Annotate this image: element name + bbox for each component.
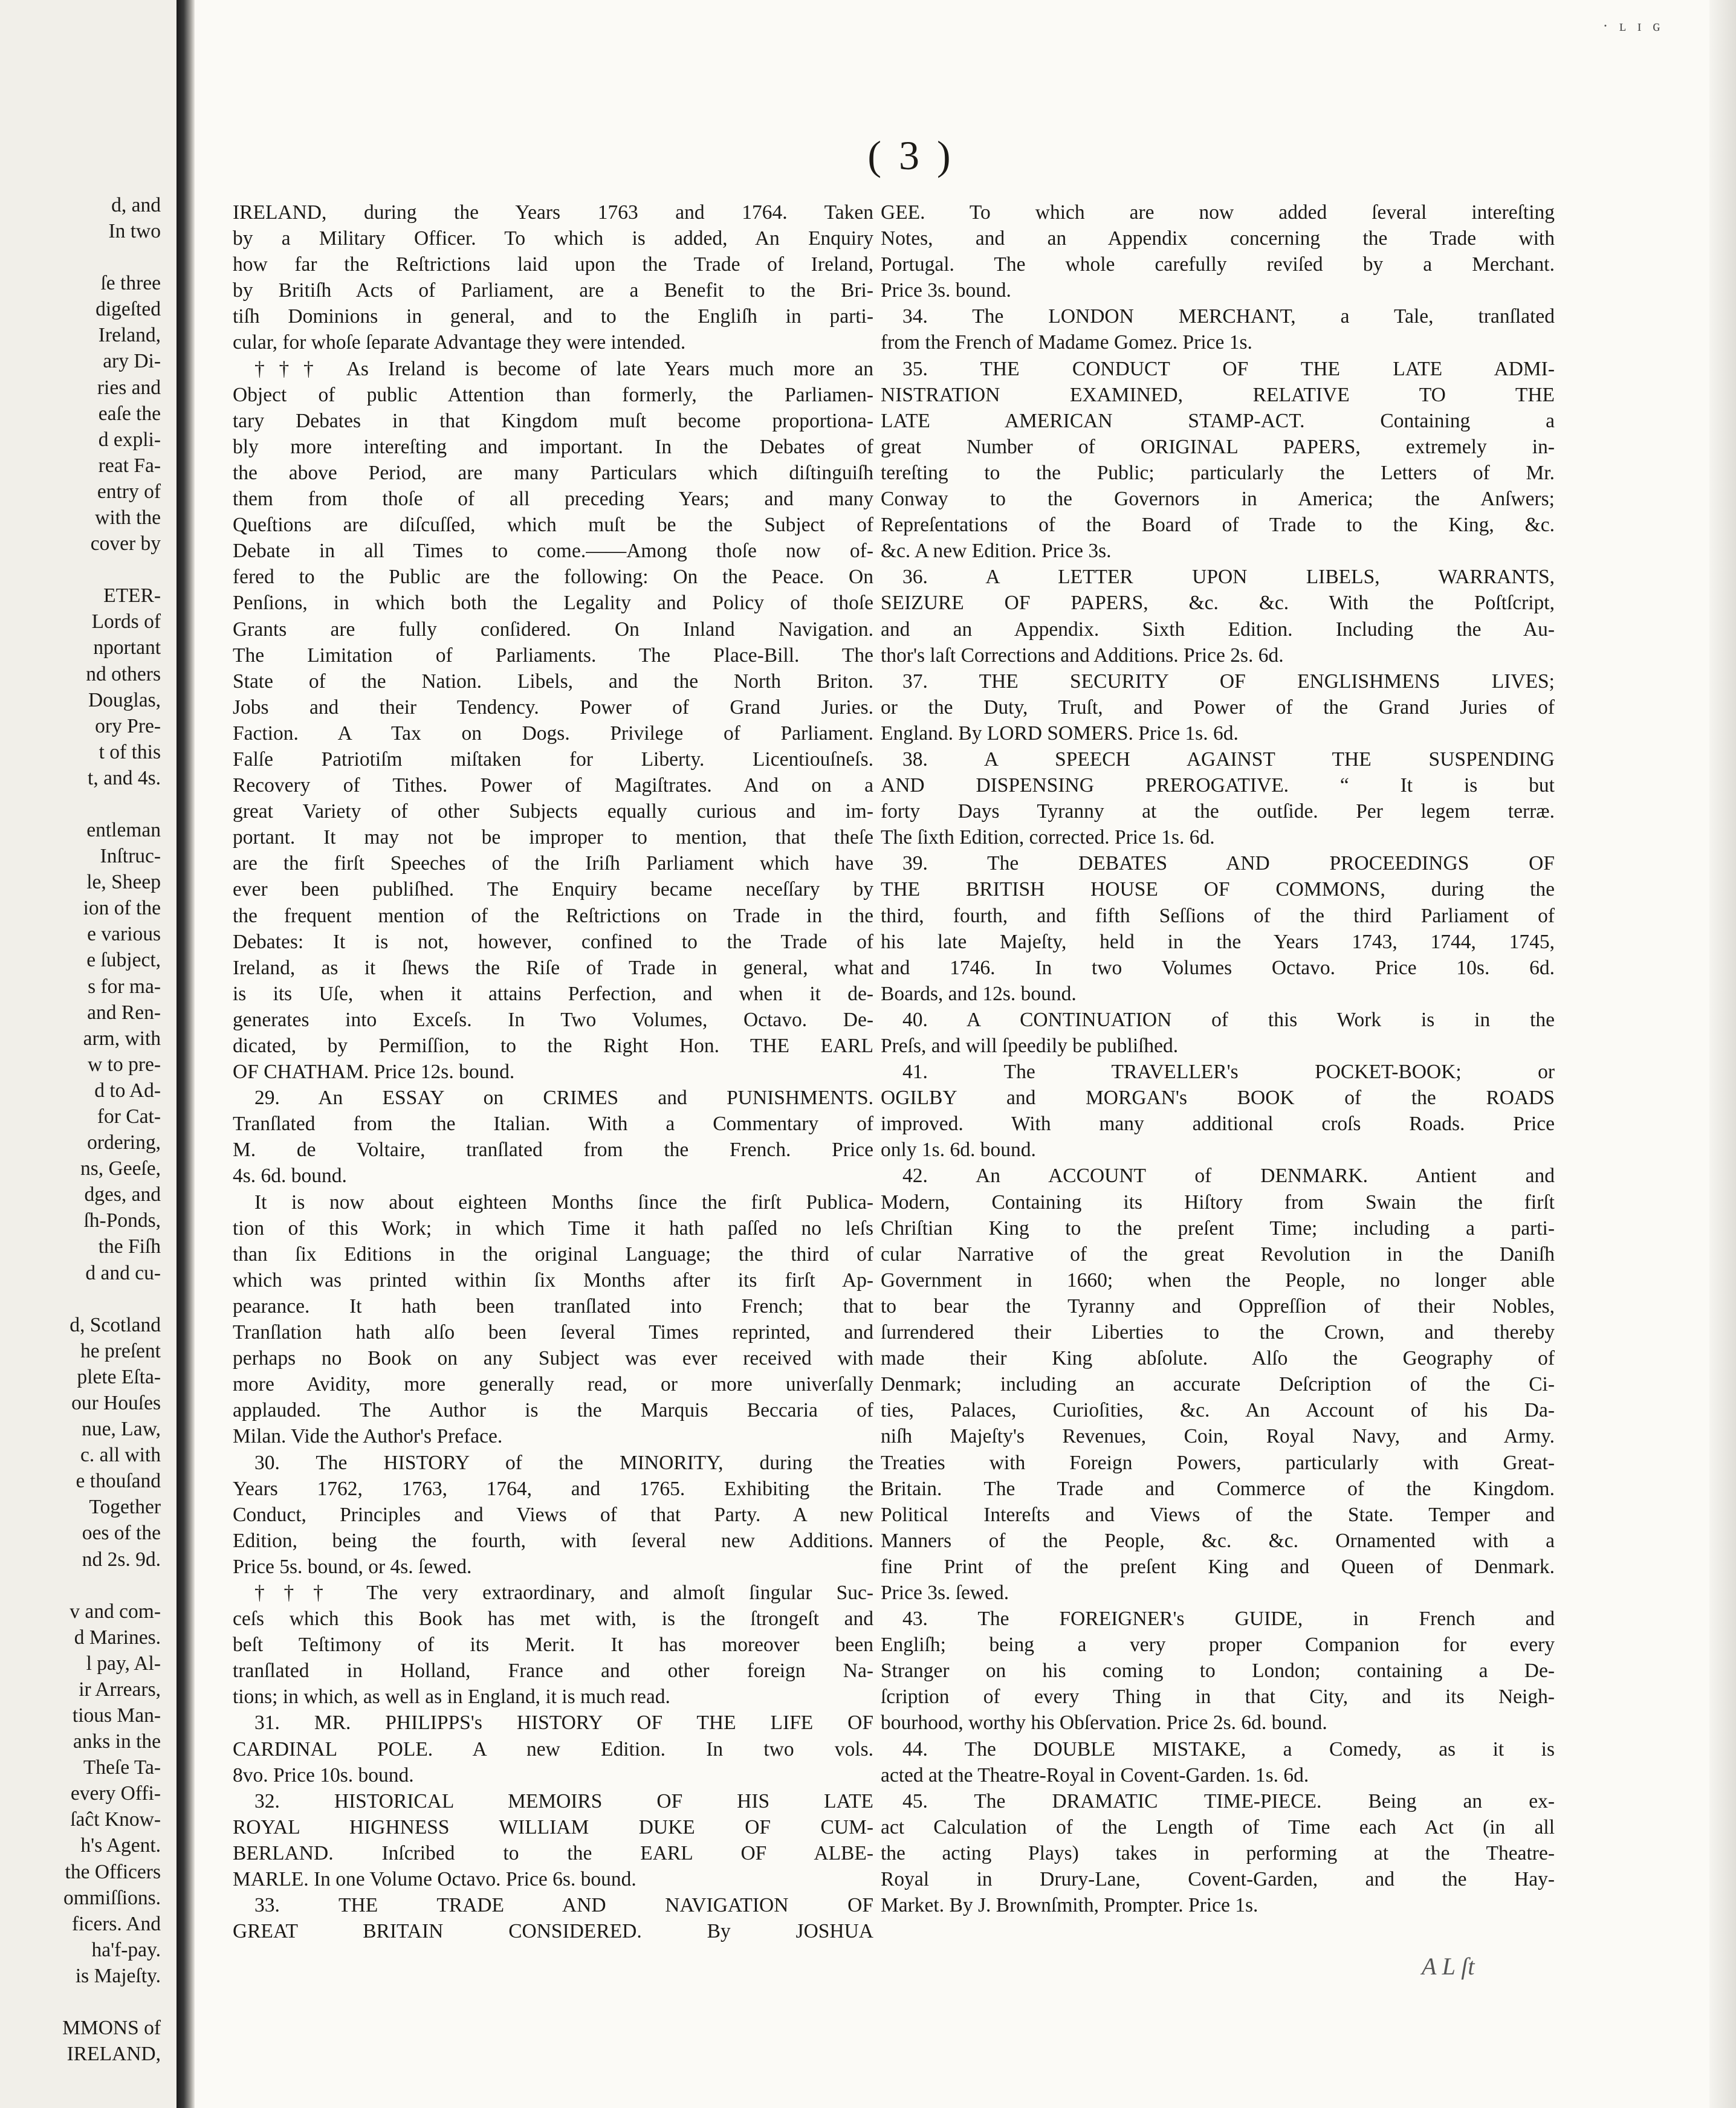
facing-text-line: Douglas, (88, 688, 161, 711)
facing-text-line: dges, and (84, 1183, 161, 1206)
text-line: GEE. To which are now added ſeveral intereſting (881, 201, 1555, 224)
text-line: forty Days Tyranny at the outſide. Per legem terræ. (881, 800, 1555, 823)
text-line: ſcription of every Thing in that City, and its Neigh- (881, 1686, 1555, 1709)
text-line: ceſs which this Book has met with, is the ſtrongeſt and (233, 1608, 873, 1631)
facing-text-line: ory Pre- (95, 714, 161, 737)
text-line: Conduct, Principles and Views of that Party. A new (233, 1503, 873, 1526)
text-line: applauded. The Author is the Marquis Beccaria of (233, 1399, 873, 1422)
text-line: CARDINAL POLE. A new Edition. In two vols. (233, 1738, 873, 1760)
text-line: Market. By J. Brownſmith, Prompter. Price 1s. (881, 1894, 1258, 1917)
facing-text-line: IRELAND, (66, 2043, 161, 2066)
text-line: BERLAND. Inſcribed to the EARL OF ALBE- (233, 1841, 873, 1864)
text-line: tions; in which, as well as in England, it is much read. (233, 1686, 670, 1709)
facing-text-line: is Majeſty. (75, 1964, 161, 1987)
text-line: ††† The very extraordinary, and almoſt ſingular Suc- (254, 1581, 873, 1604)
text-line: State of the Nation. Libels, and the North Briton. (233, 670, 873, 693)
text-line: his late Majeſty, held in the Years 1743, 1744, 1745, (881, 930, 1555, 953)
facing-text-line: e various (87, 923, 161, 946)
facing-text-line: ary Di- (103, 350, 161, 373)
text-line: Denmark; including an accurate Deſcription of the Ci- (881, 1373, 1555, 1396)
text-line: NISTRATION EXAMINED, RELATIVE TO THE (881, 383, 1555, 406)
facing-text-line: Together (89, 1496, 161, 1519)
text-line: act Calculation of the Length of Time each Act (in all (881, 1815, 1555, 1838)
text-line: 41. The TRAVELLER's POCKET-BOOK; or (902, 1061, 1555, 1084)
page-edge (1709, 0, 1736, 2108)
text-line: GREAT BRITAIN CONSIDERED. By JOSHUA (233, 1920, 873, 1943)
text-line: 39. The DEBATES AND PROCEEDINGS OF (902, 852, 1555, 875)
top-marks: · ʟ ɪ ɢ (1602, 17, 1663, 34)
text-line: 40. A CONTINUATION of this Work is in the (902, 1008, 1555, 1031)
facing-text-line: Ireland, (98, 324, 161, 347)
text-line: and an Appendix. Sixth Edition. Including the Au- (881, 618, 1555, 641)
facing-text-line: e ſubject, (86, 949, 161, 972)
text-line: The Limitation of Parliaments. The Place-Bill. The (233, 644, 873, 667)
text-line: them from thoſe of all preceding Years; and many (233, 488, 873, 511)
facing-text-line: t, and 4s. (88, 766, 161, 789)
facing-text-line: Theſe Ta- (83, 1756, 161, 1779)
facing-text-line: every Offi- (70, 1782, 161, 1805)
text-line: Ireland, as it ſhews the Riſe of Trade in general, what (233, 956, 873, 979)
facing-text-line: Inſtruc- (100, 845, 161, 868)
text-line: MARLE. In one Volume Octavo. Price 6s. bound. (233, 1868, 636, 1890)
facing-text-line: our Houſes (71, 1391, 161, 1414)
text-line: made their King abſolute. Alſo the Geography of (881, 1347, 1555, 1370)
text-line: the acting Plays) takes in performing at the Theatre- (881, 1841, 1555, 1864)
text-line: perhaps no Book on any Subject was ever received with (233, 1347, 873, 1370)
facing-text-line: MMONS of (62, 2017, 161, 2039)
text-line: Government in 1660; when the People, no longer able (881, 1269, 1555, 1292)
text-line: LATE AMERICAN STAMP-ACT. Containing a (881, 409, 1555, 432)
text-line: by Britiſh Acts of Parliament, are a Benefit to the Bri- (233, 279, 873, 302)
text-line: Portugal. The whole carefully reviſed by a Merchant. (881, 253, 1555, 276)
text-line: and 1746. In two Volumes Octavo. Price 10s. 6d. (881, 956, 1555, 979)
text-line: Recovery of Tithes. Power of Magiſtrates. And on a (233, 774, 873, 797)
text-line: Political Intereſts and Views of the State. Temper and (881, 1503, 1555, 1526)
text-line: than ſix Editions in the original Language; the third of (233, 1243, 873, 1266)
text-line: IRELAND, during the Years 1763 and 1764. Taken (233, 201, 873, 224)
facing-text-line: nportant (93, 636, 161, 659)
facing-text-line: ſaĉt Know- (70, 1808, 161, 1831)
text-line: or the Duty, Truſt, and Power of the Grand Juries of (881, 696, 1555, 719)
facing-text-line (0, 557, 161, 583)
text-line: are the firſt Speeches of the Iriſh Parliament which have (233, 852, 873, 875)
text-line: The ſixth Edition, corrected. Price 1s. 6d. (881, 826, 1215, 849)
text-line: which was printed within ſix Months after its firſt Ap- (233, 1269, 873, 1292)
text-line: tiſh Dominions in general, and to the Engliſh in parti- (233, 305, 873, 328)
facing-text-line: ir Arrears, (79, 1678, 161, 1701)
facing-text-line: the Officers (65, 1860, 161, 1883)
facing-text-line: nue, Law, (82, 1418, 161, 1441)
text-line: Britain. The Trade and Commerce of the Kingdom. (881, 1477, 1555, 1500)
facing-text-line: d to Ad- (94, 1079, 161, 1102)
text-line: by a Military Officer. To which is added, An Enquiry (233, 227, 873, 250)
text-line: bly more intereſting and important. In the Debates of (233, 435, 873, 458)
text-line: 4s. 6d. bound. (233, 1165, 347, 1188)
right-column (881, 199, 1555, 1918)
facing-text-line: oes of the (82, 1522, 161, 1545)
facing-text-line (0, 1286, 161, 1312)
facing-text-line: plete Eſta- (77, 1365, 161, 1388)
text-line: ever been publiſhed. The Enquiry became neceſſary by (233, 878, 873, 901)
facing-text-line: entry of (97, 480, 161, 503)
facing-text-line: Lords of (91, 610, 161, 633)
facing-text-line: ommiſſions. (63, 1886, 161, 1909)
text-line: Price 3s. bound. (881, 279, 1011, 302)
facing-page (0, 0, 177, 2108)
text-line: Stranger on his coming to London; containing a De- (881, 1660, 1555, 1683)
facing-text-line: ſe three (100, 272, 161, 295)
text-line: 30. The HISTORY of the MINORITY, during the (254, 1451, 873, 1474)
signature-mark: A L ſt (1422, 1953, 1475, 1980)
text-line: Engliſh; being a very proper Companion for every (881, 1634, 1555, 1657)
text-line: Object of public Attention than formerly, the Parliamen- (233, 383, 873, 406)
text-line: only 1s. 6d. bound. (881, 1139, 1036, 1162)
text-line: THE BRITISH HOUSE OF COMMONS, during the (881, 878, 1555, 901)
facing-text-line: le, Sheep (86, 871, 161, 894)
facing-text-line: tious Man- (72, 1704, 161, 1727)
facing-text-line: arm, with (83, 1027, 161, 1050)
text-line: Price 3s. ſewed. (881, 1581, 1009, 1604)
facing-text-line: w to pre- (88, 1053, 161, 1076)
text-line: Modern, Containing its Hiſtory from Swain the firſt (881, 1191, 1555, 1214)
facing-text-line: anks in the (73, 1730, 161, 1753)
text-line: Falſe Patriotiſm miſtaken for Liberty. Licentiouſneſs. (233, 748, 873, 771)
facing-text-line: ha'f-pay. (91, 1938, 161, 1961)
facing-text-line (0, 244, 161, 270)
facing-text-line: h's Agent. (80, 1834, 161, 1857)
text-line: to bear the Tyranny and Oppreſſion of their Nobles, (881, 1295, 1555, 1318)
text-line: fered to the Public are the following: On the Peace. On (233, 566, 873, 589)
text-line: OF CHATHAM. Price 12s. bound. (233, 1061, 515, 1084)
facing-text-line: with the (95, 506, 161, 529)
text-line: improved. With many additional croſs Roads. Price (881, 1113, 1555, 1136)
facing-text-line: d, Scotland (70, 1313, 161, 1336)
facing-text-line: for Cat- (97, 1105, 161, 1128)
facing-text-line: ETER- (103, 584, 161, 607)
facing-text-line (0, 791, 161, 817)
facing-text-line: the Fiſh (98, 1235, 161, 1258)
facing-text-line (0, 1989, 161, 2015)
facing-text-line: and Ren- (87, 1001, 161, 1024)
text-line: how far the Reſtrictions laid upon the Trade of Ireland, (233, 253, 873, 276)
text-line: ††† As Ireland is become of late Years much more an (254, 357, 873, 380)
facing-text-line: cover by (90, 532, 161, 555)
text-line: great Number of ORIGINAL PAPERS, extremely in- (881, 435, 1555, 458)
facing-text-line: nd others (86, 662, 161, 685)
facing-text-line: d and cu- (85, 1261, 161, 1284)
text-line: Royal in Drury-Lane, Covent-Garden, and the Hay- (881, 1868, 1555, 1890)
text-line: Notes, and an Appendix concerning the Trade with (881, 227, 1555, 250)
text-line: 38. A SPEECH AGAINST THE SUSPENDING (902, 748, 1555, 771)
text-line: the frequent mention of the Reſtrictions on Trade in the (233, 904, 873, 927)
text-line: acted at the Theatre-Royal in Covent-Garden. 1s. 6d. (881, 1764, 1309, 1786)
facing-text-line (0, 1573, 161, 1599)
text-line: ſurrendered their Liberties to the Crown, and thereby (881, 1321, 1555, 1344)
page-number: ( 3 ) (867, 132, 954, 178)
facing-text-line: reat Fa- (98, 454, 161, 477)
text-line: 42. An ACCOUNT of DENMARK. Antient and (902, 1165, 1555, 1188)
text-line: OGILBY and MORGAN's BOOK of the ROADS (881, 1087, 1555, 1110)
facing-page-text (0, 192, 161, 2067)
text-line: Preſs, and will ſpeedily be publiſhed. (881, 1035, 1179, 1057)
text-line: tereſting to the Public; particularly the Letters of Mr. (881, 461, 1555, 484)
facing-text-line: ficers. And (72, 1912, 161, 1935)
text-line: Milan. Vide the Author's Preface. (233, 1425, 503, 1448)
text-line: 37. THE SECURITY OF ENGLISHMENS LIVES; (902, 670, 1555, 693)
text-line: Debates: It is not, however, confined to the Trade of (233, 930, 873, 953)
book-page (195, 0, 1736, 2108)
text-line: from the French of Madame Gomez. Price 1s. (881, 331, 1252, 354)
text-line: Chriſtian King to the preſent Time; including a parti- (881, 1217, 1555, 1240)
text-line: 34. The LONDON MERCHANT, a Tale, tranſlated (902, 305, 1555, 328)
text-line: &c. A new Edition. Price 3s. (881, 540, 1112, 563)
facing-text-line: d expli- (98, 428, 161, 451)
text-line: Years 1762, 1763, 1764, and 1765. Exhibiting the (233, 1477, 873, 1500)
book-gutter (177, 0, 195, 2108)
text-line: thor's laſt Corrections and Additions. Price 2s. 6d. (881, 644, 1284, 667)
facing-text-line: v and com- (70, 1600, 161, 1623)
facing-text-line: d, and (111, 194, 161, 216)
facing-text-line: ordering, (87, 1131, 161, 1154)
text-line: Boards, and 12s. bound. (881, 982, 1077, 1005)
text-line: 45. The DRAMATIC TIME-PIECE. Being an ex- (902, 1790, 1555, 1812)
facing-text-line: he preſent (80, 1339, 161, 1362)
text-line: 43. The FOREIGNER's GUIDE, in French and (902, 1608, 1555, 1631)
text-line: generates into Exceſs. In Two Volumes, Octavo. De- (233, 1008, 873, 1031)
facing-text-line: digeſted (96, 298, 161, 321)
facing-text-line: ns, Geeſe, (80, 1157, 161, 1180)
text-line: bourhood, worthy his Obſervation. Price 2s. 6d. bound. (881, 1712, 1327, 1735)
text-line: Price 5s. bound, or 4s. ſewed. (233, 1555, 472, 1578)
facing-text-line: e thouſand (76, 1470, 161, 1493)
text-line: Faction. A Tax on Dogs. Privilege of Parliament. (233, 722, 873, 745)
text-line: Penſions, in which both the Legality and Policy of thoſe (233, 592, 873, 615)
text-line: 31. MR. PHILIPPS's HISTORY OF THE LIFE OF (254, 1712, 873, 1735)
text-line: tary Debates in that Kingdom muſt become proportiona- (233, 409, 873, 432)
text-line: 32. HISTORICAL MEMOIRS OF HIS LATE (254, 1790, 873, 1812)
facing-text-line: d Marines. (74, 1626, 161, 1649)
facing-text-line: ion of the (83, 897, 161, 920)
text-line: It is now about eighteen Months ſince the firſt Publica- (254, 1191, 873, 1214)
text-line: AND DISPENSING PREROGATIVE. “ It is but (881, 774, 1555, 797)
text-line: Treaties with Foreign Powers, particularly with Great- (881, 1451, 1555, 1474)
text-line: 29. An ESSAY on CRIMES and PUNISHMENTS. (254, 1087, 873, 1110)
text-line: niſh Majeſty's Revenues, Coin, Royal Navy, and Army. (881, 1425, 1555, 1448)
text-line: Tranſlation hath alſo been ſeveral Times reprinted, and (233, 1321, 873, 1344)
facing-text-line: entleman (86, 818, 161, 841)
text-line: Jobs and their Tendency. Power of Grand Juries. (233, 696, 873, 719)
text-line: fine Print of the preſent King and Queen of Denmark. (881, 1555, 1555, 1578)
facing-text-line: ries and (97, 376, 161, 399)
facing-text-line: c. all with (80, 1444, 161, 1467)
text-line: Grants are fully conſidered. On Inland Navigation. (233, 618, 873, 641)
text-line: 44. The DOUBLE MISTAKE, a Comedy, as it is (902, 1738, 1555, 1760)
text-line: dicated, by Permiſſion, to the Right Hon. THE EARL (233, 1035, 873, 1057)
facing-text-line: eaſe the (98, 402, 161, 425)
text-line: more Avidity, more generally read, or more univerſally (233, 1373, 873, 1396)
text-line: 36. A LETTER UPON LIBELS, WARRANTS, (902, 566, 1555, 589)
text-line: tranſlated in Holland, France and other foreign Na- (233, 1660, 873, 1683)
left-column (233, 199, 873, 1944)
facing-text-line: l pay, Al- (86, 1652, 161, 1675)
text-line: 8vo. Price 10s. bound. (233, 1764, 414, 1786)
text-line: tion of this Work; in which Time it hath paſſed no leſs (233, 1217, 873, 1240)
text-line: Manners of the People, &c. &c. Ornamented with a (881, 1529, 1555, 1552)
text-line: M. de Voltaire, tranſlated from the French. Price (233, 1139, 873, 1162)
text-line: portant. It may not be improper to mention, that theſe (233, 826, 873, 849)
text-line: Queſtions are diſcuſſed, which muſt be the Subject of (233, 514, 873, 537)
facing-text-line: In two (108, 220, 161, 243)
text-line: pearance. It hath been tranſlated into French; that (233, 1295, 873, 1318)
text-line: beſt Teſtimony of its Merit. It has moreover been (233, 1634, 873, 1657)
facing-text-line: ſh-Ponds, (83, 1209, 161, 1232)
text-line: Repreſentations of the Board of Trade to the King, &c. (881, 514, 1555, 537)
text-line: Conway to the Governors in America; the Anſwers; (881, 488, 1555, 511)
text-line: ROYAL HIGHNESS WILLIAM DUKE OF CUM- (233, 1815, 873, 1838)
text-line: is its Uſe, when it attains Perfection, and when it de- (233, 982, 873, 1005)
text-line: Tranſlated from the Italian. With a Commentary of (233, 1113, 873, 1136)
text-line: SEIZURE OF PAPERS, &c. &c. With the Poſtſcript, (881, 592, 1555, 615)
text-line: third, fourth, and fifth Seſſions of the third Parliament of (881, 904, 1555, 927)
text-line: the above Period, are many Particulars which diſtinguiſh (233, 461, 873, 484)
text-line: cular, for whoſe ſeparate Advantage they were intended. (233, 331, 686, 354)
text-line: Debate in all Times to come.——Among thoſe now of- (233, 540, 873, 563)
facing-text-line: t of this (99, 740, 161, 763)
text-line: Edition, being the fourth, with ſeveral new Additions. (233, 1529, 873, 1552)
facing-text-line: s for ma- (88, 975, 161, 998)
text-line: great Variety of other Subjects equally curious and im- (233, 800, 873, 823)
text-line: ties, Palaces, Curioſities, &c. An Account of his Da- (881, 1399, 1555, 1422)
text-line: cular Narrative of the great Revolution in the Daniſh (881, 1243, 1555, 1266)
text-line: 33. THE TRADE AND NAVIGATION OF (254, 1894, 873, 1917)
facing-text-line: nd 2s. 9d. (82, 1548, 161, 1571)
text-line: England. By LORD SOMERS. Price 1s. 6d. (881, 722, 1239, 745)
text-line: 35. THE CONDUCT OF THE LATE ADMI- (902, 357, 1555, 380)
